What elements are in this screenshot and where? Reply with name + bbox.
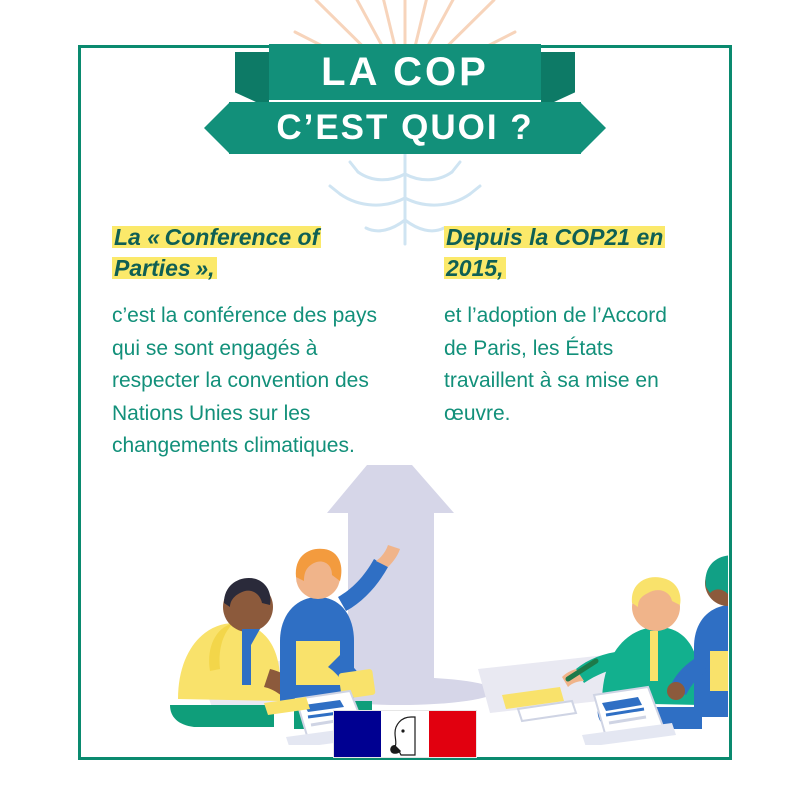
flag-white-band bbox=[381, 711, 429, 757]
column-left bbox=[112, 222, 402, 463]
flag-red-band bbox=[429, 711, 476, 757]
flag-blue-band bbox=[334, 711, 381, 757]
title-line-1: LA COP bbox=[269, 44, 541, 100]
column-left-lead-text: La « Conference of Parties », bbox=[114, 224, 320, 282]
column-right bbox=[444, 222, 694, 463]
column-left-lead bbox=[112, 222, 402, 284]
marianne-profile-icon bbox=[381, 711, 429, 759]
marianne-french-flag-logo bbox=[333, 710, 477, 758]
column-left-body: c’est la conférence des pays qui se sont engagés à respecter la convention des Nations Unies sur les changements climatiques. bbox=[112, 304, 377, 458]
column-right-lead-text: Depuis la COP21 en 2015, bbox=[446, 224, 664, 282]
people-around-table-illustration bbox=[82, 455, 728, 745]
column-right-lead bbox=[444, 222, 694, 284]
text-columns bbox=[112, 222, 702, 463]
title-line-2: C’EST QUOI ? bbox=[229, 102, 581, 154]
title-banner bbox=[0, 44, 810, 154]
column-right-body: et l’adoption de l’Accord de Paris, les États travaillent à sa mise en œuvre. bbox=[444, 304, 667, 425]
